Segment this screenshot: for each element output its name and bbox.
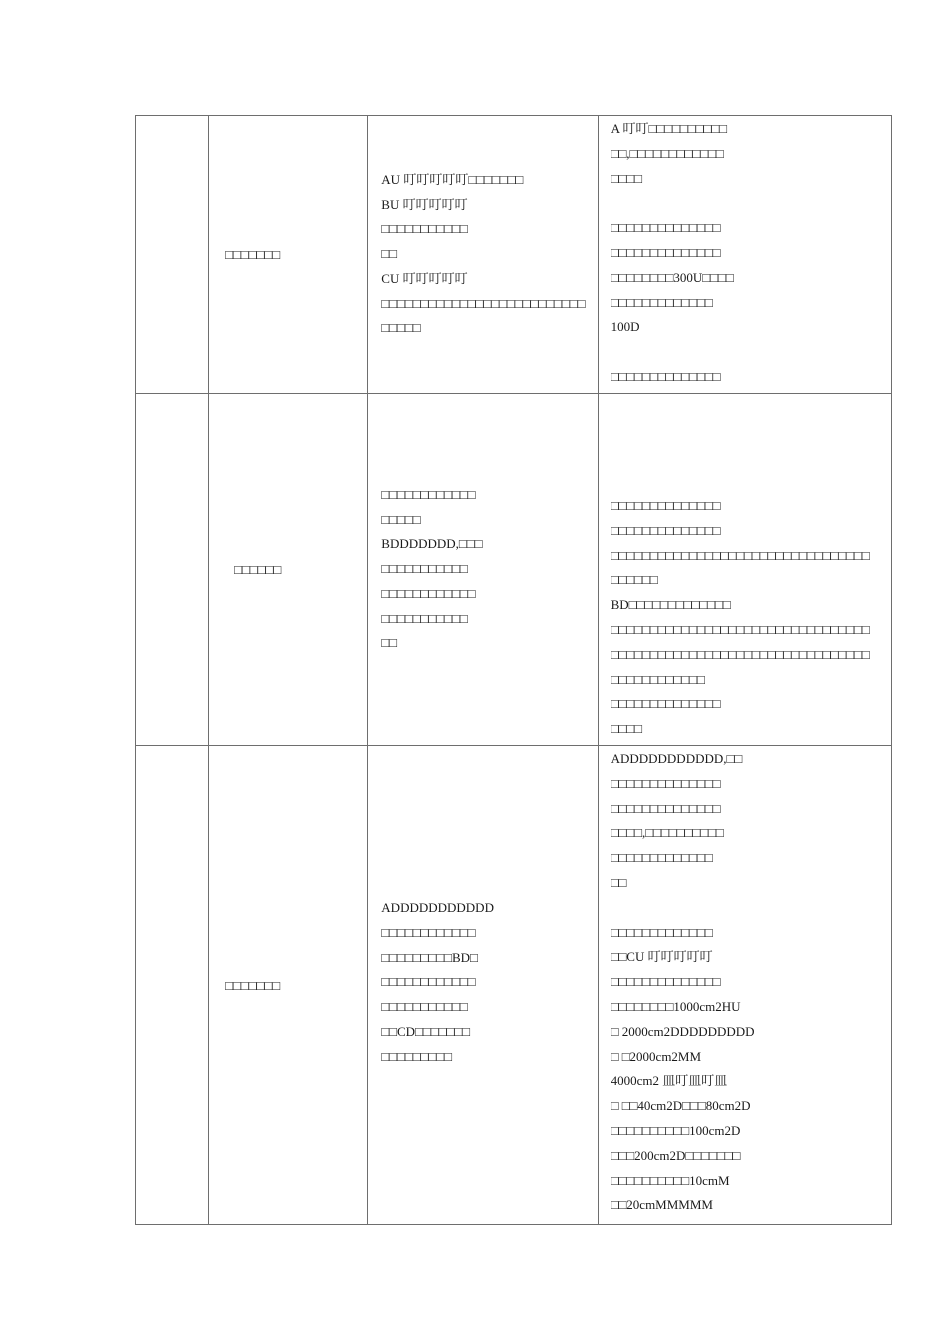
text-line: □□□□□□□□□ xyxy=(381,1048,452,1064)
requirement-lines xyxy=(368,168,597,342)
text-line xyxy=(611,896,885,921)
text-line: BD□□□□□□□□□□□□□ xyxy=(610,597,731,613)
requirement-lines xyxy=(368,746,597,1070)
text-line: □□□200cm2D□□□□□□□ xyxy=(610,1147,741,1163)
text-line: □□□□□ xyxy=(381,320,421,336)
text-line: □□□□□□□□□□□□□ xyxy=(610,294,713,310)
text-line: □□□□□□□□□□□ xyxy=(381,221,468,237)
text-line: □□ xyxy=(381,635,398,651)
text-line: □□□□□□□□□□□□□ xyxy=(610,850,713,866)
requirement-cell xyxy=(368,394,598,746)
text-line: □□20cmMMMMM xyxy=(610,1197,713,1213)
text-line: A 叮叮□□□□□□□□□□ xyxy=(610,121,728,136)
text-line: CU 叮叮叮叮叮 xyxy=(381,270,468,286)
row-label: □□□□□□ xyxy=(234,562,282,577)
text-line: □□□□□□□□□□□ xyxy=(381,610,468,626)
detail-cell xyxy=(598,116,891,394)
text-line: □□□□□□ xyxy=(610,572,658,588)
text-line: □□□□□□□□□□100cm2D xyxy=(610,1122,741,1138)
text-line: □□□□□□□□300U□□□□ xyxy=(610,269,734,285)
text-line: □□□□□ xyxy=(381,511,421,527)
text-line: □□□□□□□□□□□□□□□□□□□□□□□□□□□□□□□□□ xyxy=(610,622,870,638)
text-line: □□ xyxy=(610,874,627,890)
table-row xyxy=(136,394,892,746)
text-line: AU 叮叮叮叮叮□□□□□□□ xyxy=(381,171,524,187)
text-line: □□□□□□□□□□□□□□ xyxy=(610,696,721,712)
text-line: ADDDDDDDDDDD xyxy=(381,900,494,915)
label-cell xyxy=(209,116,368,394)
table-row xyxy=(136,746,892,1225)
text-line: 100D xyxy=(610,319,640,335)
text-line: □□□□□□□□□□□□ xyxy=(381,486,476,502)
requirement-cell xyxy=(368,746,598,1225)
detail-lines xyxy=(599,116,891,390)
text-line: □□□□□□□□□□□□ xyxy=(381,974,476,990)
index-cell xyxy=(136,394,209,746)
text-line: □□□□□□□□□□□□□□ xyxy=(610,220,721,236)
text-line: □□,□□□□□□□□□□□□ xyxy=(610,145,724,161)
text-line: □□□□□□□□□□□□□□□□□□□□□□□□□□□□□□□□□ xyxy=(610,646,870,662)
text-line: □□□□□□□□□□□□ xyxy=(610,671,705,687)
text-line: ADDDDDDDDDDD,□□ xyxy=(610,751,743,766)
text-line: □□□□□□□□□□□□□□ xyxy=(610,800,721,816)
text-line: □□CD□□□□□□□ xyxy=(381,1023,471,1039)
label-cell xyxy=(209,394,368,746)
text-line: □□□□□□□□□□□□□□ xyxy=(610,498,721,514)
index-cell xyxy=(136,116,209,394)
text-line: □□□□ xyxy=(610,721,643,737)
label-cell xyxy=(209,746,368,1225)
text-line: □□□□□□□□□□□□ xyxy=(381,924,476,940)
text-line: □ □2000cm2MM xyxy=(610,1048,702,1064)
text-line: □□□□□□□□□□□□□□□□□□□□□□□□□□ xyxy=(381,295,586,311)
text-line: □□□□□□□□□□□ xyxy=(381,999,468,1015)
text-line: □□ xyxy=(381,246,398,262)
detail-cell xyxy=(598,746,891,1225)
text-line: □□□□□□□□□□□□□□ xyxy=(610,775,721,791)
text-line: □□□□□□□□□□□□□ xyxy=(610,924,713,940)
row-label: □□□□□□□ xyxy=(225,977,281,993)
detail-cell xyxy=(598,394,891,746)
text-line xyxy=(611,191,885,216)
detail-lines xyxy=(599,746,891,1218)
text-line: □□□□□□□□□□□□ xyxy=(381,585,476,601)
text-line: □ 2000cm2DDDDDDDDD xyxy=(610,1023,755,1039)
index-cell xyxy=(136,746,209,1225)
text-line: □□□□□□□□□□□□□□ xyxy=(610,522,721,538)
row-label: □□□□□□□ xyxy=(225,247,281,262)
text-line: □□□□ xyxy=(610,170,643,186)
spec-table xyxy=(135,115,892,1225)
text-line: BDDDDDDD,□□□ xyxy=(381,536,483,552)
table-row xyxy=(136,116,892,394)
text-line: □ □□40cm2D□□□80cm2D xyxy=(610,1098,751,1114)
text-line: □□□□□□□□□BD□ xyxy=(381,949,478,965)
text-line: □□□□□□□□□□□□□□ xyxy=(610,974,721,990)
text-line: □□□□□□□□1000cm2HU xyxy=(610,998,741,1014)
text-line: □□□□,□□□□□□□□□□ xyxy=(610,825,724,841)
requirement-cell xyxy=(368,116,598,394)
text-line: □□□□□□□□□□10cmM xyxy=(610,1172,730,1188)
text-line xyxy=(611,340,885,365)
text-line: BU 叮叮叮叮叮 xyxy=(381,196,468,212)
text-line: □□□□□□□□□□□□□□□□□□□□□□□□□□□□□□□□□ xyxy=(610,547,870,563)
text-line: 4000cm2 皿叮皿叮皿 xyxy=(610,1073,728,1089)
requirement-lines xyxy=(368,483,597,657)
text-line: □□□□□□□□□□□□□□ xyxy=(610,368,721,384)
text-line: □□□□□□□□□□□ xyxy=(381,561,468,577)
detail-lines xyxy=(599,494,891,745)
text-line: □□□□□□□□□□□□□□ xyxy=(610,244,721,260)
text-line: □□CU 叮叮叮叮叮 xyxy=(610,949,713,965)
